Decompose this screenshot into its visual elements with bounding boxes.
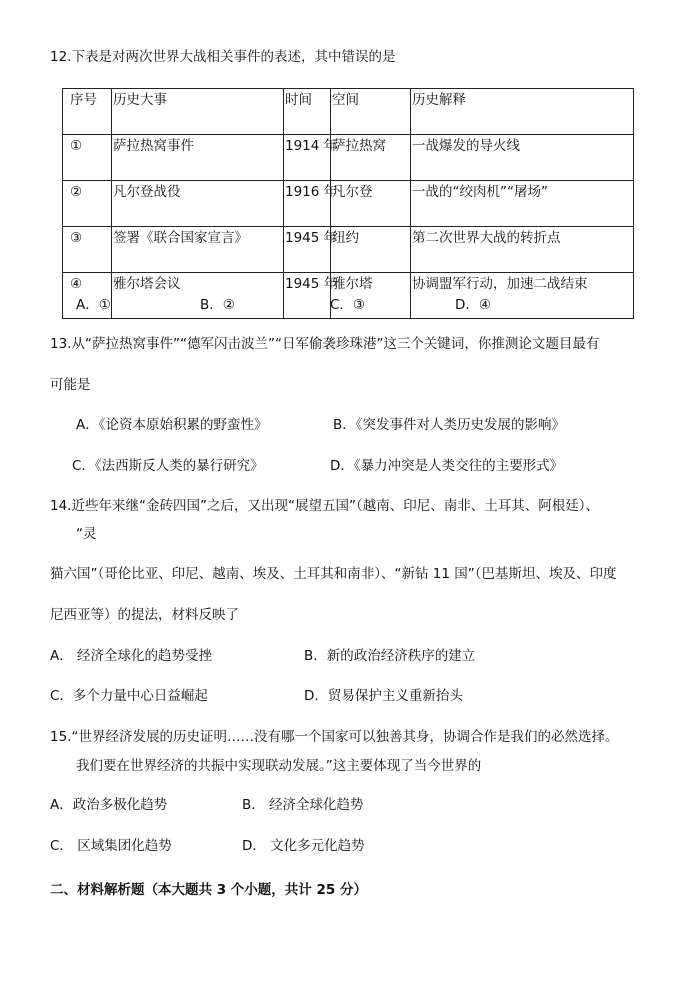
q14-stem-cont: 猫六国”（哥伦比亚、印尼、越南、埃及、土耳其和南非）、“新钻 11 国”（巴基斯坦、埃及、印度 [50, 566, 617, 582]
table-cell: ④ [63, 273, 112, 319]
q13-option-d[interactable]: D．《暴力冲突是人类交往的主要形式》 [330, 458, 564, 474]
table-header-cell: 序号 [63, 89, 112, 135]
q14-stem-cont: “灵 [76, 526, 97, 542]
table-cell: 凡尔登 [331, 181, 411, 227]
q13-option-b[interactable]: B．《突发事件对人类历史发展的影响》 [333, 417, 566, 433]
table-cell: ② [63, 181, 112, 227]
section-heading: 二、材料解析题（本大题共 3 个小题，共计 25 分） [50, 882, 367, 898]
table-row [63, 135, 634, 181]
table-cell: 1945 年 [284, 227, 331, 273]
table-cell: 1914 年 [284, 135, 331, 181]
q12-option-b[interactable]: B．② [200, 297, 235, 313]
q15-stem: 15.“世界经济发展的历史证明……没有哪一个国家可以独善其身，协调合作是我们的必然选择。 [50, 729, 619, 745]
table-row [63, 181, 634, 227]
q14-option-a[interactable]: A． 经济全球化的趋势受挫 [50, 648, 213, 664]
q14-option-b[interactable]: B．新的政治经济秩序的建立 [304, 648, 476, 664]
table-cell: ① [63, 135, 112, 181]
table-row [63, 227, 634, 273]
table-cell: 一战爆发的导火线 [411, 135, 634, 181]
table-cell: 凡尔登战役 [112, 181, 284, 227]
table-cell: ③ [63, 227, 112, 273]
q12-option-d[interactable]: D．④ [455, 297, 491, 313]
q13-option-c[interactable]: C．《法西斯反人类的暴行研究》 [72, 458, 264, 474]
q13-stem-cont: 可能是 [50, 377, 91, 393]
q14-option-d[interactable]: D．贸易保护主义重新抬头 [304, 688, 463, 704]
q15-option-a[interactable]: A．政治多极化趋势 [50, 797, 168, 813]
q15-option-b[interactable]: B． 经济全球化趋势 [242, 797, 364, 813]
table-header-cell: 历史大事 [112, 89, 284, 135]
q12-option-a[interactable]: A．① [76, 297, 111, 313]
q14-stem: 14.近些年来继“金砖四国”之后，又出现“展望五国”（越南、印尼、南非、土耳其、阿根廷）、 [50, 498, 599, 514]
q14-stem-cont: 尼西亚等）的提法，材料反映了 [50, 607, 239, 623]
q12-option-c[interactable]: C．③ [330, 297, 366, 313]
q14-option-c[interactable]: C．多个力量中心日益崛起 [50, 688, 208, 704]
table-cell: 萨拉热窝 [331, 135, 411, 181]
q15-option-c[interactable]: C． 区域集团化趋势 [50, 838, 172, 854]
q15-option-d[interactable]: D． 文化多元化趋势 [242, 838, 365, 854]
table-cell: 雅尔塔会议 [112, 273, 284, 319]
table-cell: 协调盟军行动，加速二战结束 [411, 273, 634, 319]
table-header-cell: 历史解释 [411, 89, 634, 135]
table-cell: 一战的“绞肉机”“屠场” [411, 181, 634, 227]
q13-stem: 13.从“萨拉热窝事件”“德军闪击波兰”“日军偷袭珍珠港”这三个关键词，你推测论文题目最有 [50, 336, 600, 352]
table-header-cell: 空间 [331, 89, 411, 135]
q12-stem: 12.下表是对两次世界大战相关事件的表述，其中错误的是 [50, 49, 396, 65]
table-cell: 签署《联合国家宣言》 [112, 227, 284, 273]
table-cell: 1916 年 [284, 181, 331, 227]
table-header-cell: 时间 [284, 89, 331, 135]
table-cell: 萨拉热窝事件 [112, 135, 284, 181]
table-cell: 第二次世界大战的转折点 [411, 227, 634, 273]
q13-option-a[interactable]: A．《论资本原始积累的野蛮性》 [76, 417, 268, 433]
table-header-row [63, 89, 634, 135]
q15-stem-cont: 我们要在世界经济的共振中实现联动发展。”这主要体现了当今世界的 [76, 758, 482, 774]
table-cell: 雅尔塔 [331, 273, 411, 319]
events-table [62, 88, 634, 319]
table-cell: 纽约 [331, 227, 411, 273]
table-cell: 1945 年 [284, 273, 331, 319]
